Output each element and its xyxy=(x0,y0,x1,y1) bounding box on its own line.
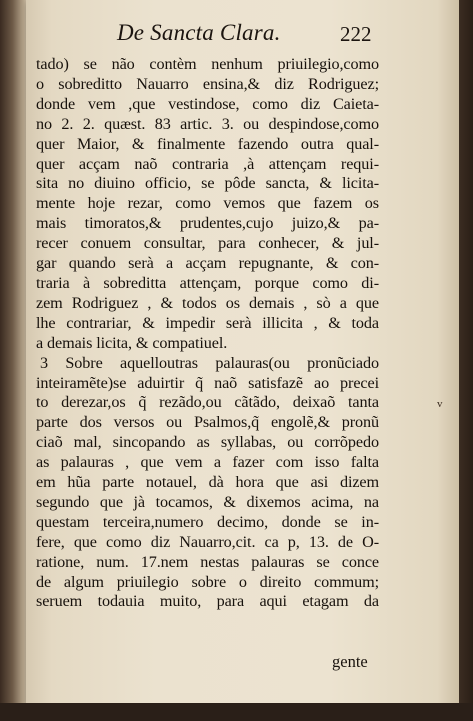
text-line: tado) se não contèm nenhum priuilegio,como xyxy=(36,55,379,73)
text-line: to derezar,os q̃ rezãdo,ou cãtãdo, deixaõ tanta xyxy=(36,393,379,412)
catchword: gente xyxy=(332,652,368,671)
text-line: 3 Sobre aquelloutras palauras(ou pronũciado xyxy=(40,353,379,372)
text-line: traria à sobreditta attençam, porque como di- xyxy=(36,273,379,292)
margin-mark: v xyxy=(437,398,443,410)
text-line: questam terceira,numero decimo, donde se in- xyxy=(36,512,379,531)
bottom-background xyxy=(0,703,473,721)
text-line: lhe contrariar, & impedir serà illicita , & toda xyxy=(36,313,379,332)
page-number: 222 xyxy=(340,22,372,46)
page-edge-shadow xyxy=(459,0,473,721)
text-line: quer Maior, & finalmente fazendo outra qual- xyxy=(36,134,379,153)
text-line: de algum priuilegio sobre o direito commum; xyxy=(36,572,379,591)
body-text xyxy=(36,55,379,612)
text-line: recer conuem consultar, para conhecer, & jul- xyxy=(36,234,379,253)
running-head: De Sancta Clara. xyxy=(117,20,281,45)
text-line: seruem todauia muito, para aqui etagam da xyxy=(36,592,379,611)
text-line: fere, que como diz Nauarro,cit. ca p, 13. de O- xyxy=(36,532,379,551)
text-line: o sobreditto Nauarro ensina,& diz Rodriguez; xyxy=(36,74,379,93)
book-gutter xyxy=(0,0,28,721)
text-line: a demais licita, & compatiuel. xyxy=(36,333,228,352)
text-line: zem Rodriguez , & todos os demais , sò a que xyxy=(36,293,379,312)
text-line: sita no diuino officio, se pôde sancta, & licita- xyxy=(36,174,379,193)
text-line: mente hoje rezar, como vemos que fazem os xyxy=(36,194,379,213)
text-line: donde vem ,que vestindose, como diz Caieta- xyxy=(36,94,379,113)
text-line: inteiramẽte)se aduirtir q̃ naõ satisfazẽ ao precei xyxy=(36,373,379,392)
text-line: gar quando serà a acçam repugnante, & con- xyxy=(36,254,379,273)
text-line: quer acçam naõ contraria ,à attençam requi- xyxy=(36,154,379,173)
text-line: parte dos versos ou Psalmos,q̃ engolẽ,& pronũ xyxy=(36,413,379,432)
text-line: segundo que jà tocamos, & dixemos acima, na xyxy=(36,492,379,511)
text-line: no 2. 2. quæst. 83 artic. 3. ou despindose,como xyxy=(36,114,379,133)
text-line: em hũa parte notauel, dà hora que asi dizem xyxy=(36,473,379,492)
text-line: ciaõ mal, sincopando as syllabas, ou corrõpedo xyxy=(36,433,379,452)
text-line: ratione, num. 17.nem nestas palauras se conce xyxy=(36,552,379,571)
text-line: mais timoratos,& prudentes,cujo juizo,& pa- xyxy=(36,214,379,233)
text-line: as palauras , que vem a fazer com isso falta xyxy=(36,453,379,472)
